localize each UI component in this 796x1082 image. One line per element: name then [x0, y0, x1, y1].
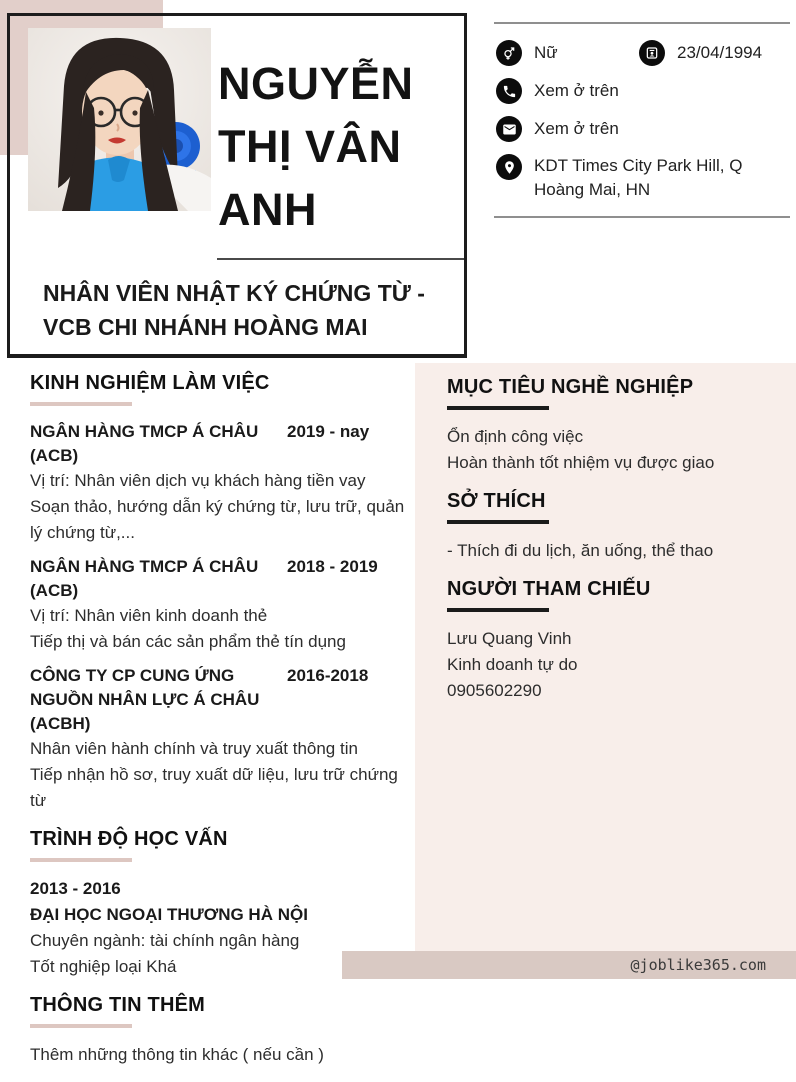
job-title-line-1: NHÂN VIÊN NHẬT KÝ CHỨNG TỪ - — [43, 280, 425, 306]
education-title: TRÌNH ĐỘ HỌC VẤN — [30, 828, 228, 850]
job-company: NGÂN HÀNG TMCP Á CHÂU (ACB) — [30, 422, 259, 465]
gender-icon — [496, 40, 522, 66]
dob-value: 23/04/1994 — [677, 43, 763, 62]
objective-line: Ổn định công việc — [447, 427, 584, 446]
additional-underline — [30, 1024, 132, 1028]
job-period: 2018 - 2019 — [287, 557, 378, 576]
section-hobbies — [447, 490, 774, 564]
phone-icon — [496, 78, 522, 104]
job-detail: Tiếp nhận hồ sơ, truy xuất dữ liệu, lưu trữ chứng từ — [30, 765, 398, 810]
section-references — [447, 578, 774, 704]
job-detail: Nhân viên hành chính và truy xuất thông tin — [30, 739, 358, 758]
experience-job — [30, 420, 405, 546]
education-major: Chuyên ngành: tài chính ngân hàng — [30, 931, 300, 950]
additional-note: Thêm những thông tin khác ( nếu cần ) — [30, 1045, 324, 1064]
name-divider — [217, 258, 464, 260]
objective-title: MỤC TIÊU NGHỀ NGHIỆP — [447, 376, 694, 398]
education-underline — [30, 858, 132, 862]
profile-photo — [28, 28, 211, 211]
education-school: ĐẠI HỌC NGOẠI THƯƠNG HÀ NỘI — [30, 905, 308, 924]
gender-value: Nữ — [534, 43, 558, 62]
education-grade: Tốt nghiệp loại Khá — [30, 957, 177, 976]
phone-value: Xem ở trên — [534, 81, 619, 100]
location-icon — [496, 154, 522, 180]
watermark-text: @joblike365.com — [630, 956, 766, 974]
reference-name: Lưu Quang Vinh — [447, 629, 572, 648]
job-detail: Vị trí: Nhân viên kinh doanh thẻ — [30, 606, 268, 625]
birthday-icon — [639, 40, 665, 66]
section-experience — [30, 372, 405, 814]
experience-underline — [30, 402, 132, 406]
contact-panel — [494, 22, 790, 218]
job-title-line-2: VCB CHI NHÁNH HOÀNG MAI — [43, 314, 368, 340]
email-value: Xem ở trên — [534, 119, 619, 138]
objective-underline — [447, 406, 549, 410]
name-line-2: THỊ VÂN — [218, 121, 402, 172]
job-detail: Soạn thảo, hướng dẫn ký chứng từ, lưu trữ, quản lý chứng từ,... — [30, 497, 405, 542]
job-company: CÔNG TY CP CUNG ỨNG NGUỒN NHÂN LỰC Á CHÂU (ACBH) — [30, 666, 260, 733]
section-objective — [447, 376, 774, 476]
contact-row-email — [496, 116, 790, 142]
name-line-3: ANH — [218, 184, 317, 235]
section-additional — [30, 994, 405, 1068]
additional-title: THÔNG TIN THÊM — [30, 994, 206, 1016]
experience-title: KINH NGHIỆM LÀM VIỆC — [30, 372, 270, 394]
right-column — [415, 363, 796, 979]
job-period: 2019 - nay — [287, 422, 370, 441]
footer-bar — [342, 951, 796, 979]
reference-phone: 0905602290 — [447, 681, 542, 700]
job-detail: Tiếp thị và bán các sản phẩm thẻ tín dụng — [30, 632, 346, 651]
name-line-1: NGUYỄN — [218, 58, 414, 109]
experience-job — [30, 555, 405, 655]
objective-line: Hoàn thành tốt nhiệm vụ được giao — [447, 453, 715, 472]
references-title: NGƯỜI THAM CHIẾU — [447, 578, 651, 600]
portrait-illustration — [28, 28, 211, 211]
contact-row-phone — [496, 78, 790, 104]
job-detail: Vị trí: Nhân viên dịch vụ khách hàng tiền vay — [30, 471, 366, 490]
job-title — [43, 276, 453, 344]
job-period: 2016-2018 — [287, 666, 369, 685]
reference-job: Kinh doanh tự do — [447, 655, 578, 674]
job-company: NGÂN HÀNG TMCP Á CHÂU (ACB) — [30, 557, 259, 600]
hobbies-underline — [447, 520, 549, 524]
contact-row-address — [496, 154, 790, 202]
references-underline — [447, 608, 549, 612]
hobbies-line: - Thích đi du lịch, ăn uống, thể thao — [447, 541, 714, 560]
candidate-name — [218, 52, 463, 241]
contact-row-gender-dob — [496, 40, 790, 66]
address-value: KDT Times City Park Hill, Q Hoàng Mai, HN — [534, 156, 743, 199]
email-icon — [496, 116, 522, 142]
experience-job — [30, 664, 405, 814]
hobbies-title: SỞ THÍCH — [447, 490, 546, 512]
education-period: 2013 - 2016 — [30, 879, 121, 898]
